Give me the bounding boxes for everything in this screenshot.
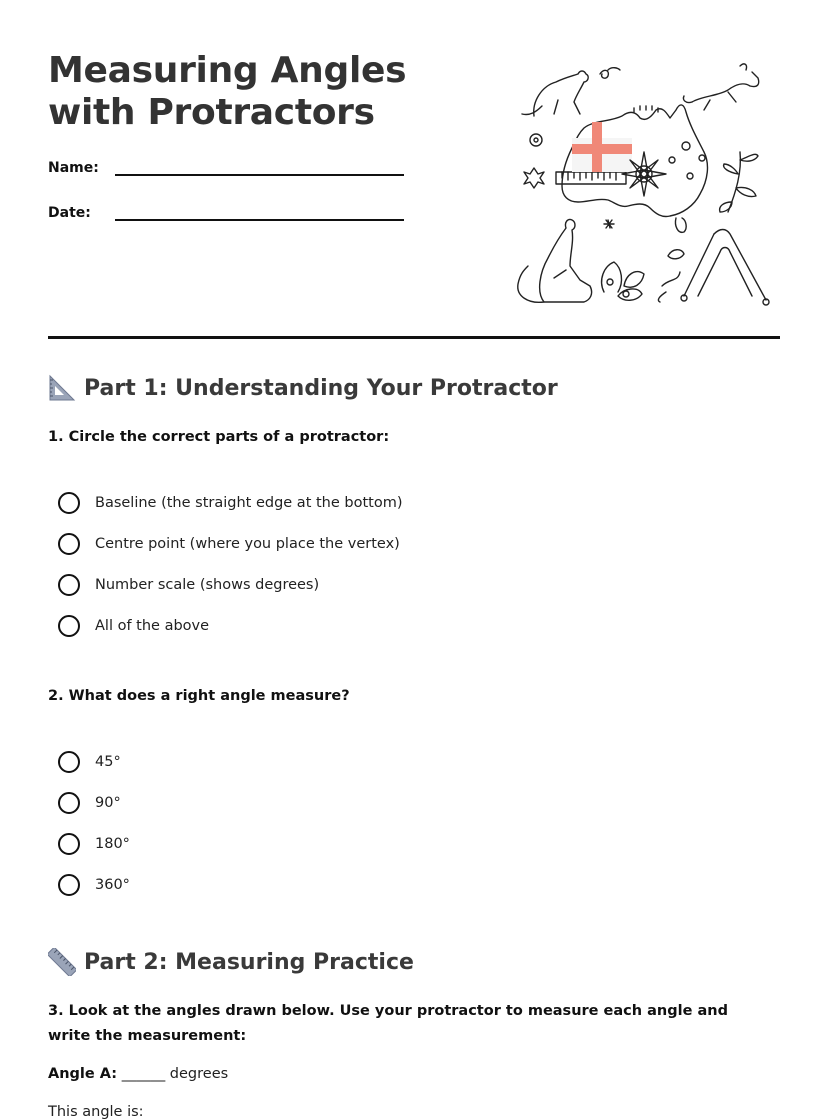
worksheet-page: [48, 0, 780, 1118]
radio-circle[interactable]: [58, 874, 80, 896]
radio-circle[interactable]: [58, 533, 80, 555]
drawing-compass-icon: [681, 230, 769, 306]
question-3: 3. Look at the angles drawn below. Use your protractor to measure each angle and write the measurement:: [48, 1003, 728, 1044]
question-2: 2. What does a right angle measure?: [48, 688, 350, 704]
q2-option-1-text: 45°: [95, 754, 121, 770]
name-line[interactable]: [115, 174, 404, 176]
q1-option-3-text: Number scale (shows degrees): [95, 577, 320, 593]
header-divider: [48, 336, 780, 339]
q2-option-4[interactable]: [58, 872, 130, 898]
q2-option-1[interactable]: [58, 749, 121, 775]
q1-option-4[interactable]: [58, 613, 209, 639]
radio-circle[interactable]: [58, 574, 80, 596]
q2-option-4-text: 360°: [95, 877, 130, 893]
part1-heading: [48, 370, 558, 406]
radio-circle[interactable]: [58, 792, 80, 814]
q2-option-3[interactable]: [58, 831, 130, 857]
radio-circle[interactable]: [58, 492, 80, 514]
angle-a-label: Angle A:: [48, 1066, 118, 1082]
ruler-on-map-icon: [556, 172, 626, 184]
q2-option-2-text: 90°: [95, 795, 121, 811]
australia-protractor-illustration: [514, 56, 784, 312]
name-label: Name:: [48, 160, 99, 176]
date-field: [48, 205, 408, 235]
part2-title: Part 2: Measuring Practice: [84, 949, 414, 975]
radio-circle[interactable]: [58, 833, 80, 855]
radio-circle[interactable]: [58, 751, 80, 773]
question-1: 1. Circle the correct parts of a protractor:: [48, 429, 390, 445]
radio-circle[interactable]: [58, 615, 80, 637]
part2-heading: [48, 944, 414, 980]
page-title: Measuring Angles with Protractors: [48, 50, 407, 133]
angle-a-blank[interactable]: ______: [121, 1066, 166, 1082]
kangaroo-top-right-icon: [683, 64, 758, 110]
flag-icon: [572, 122, 632, 172]
q2-option-2[interactable]: [58, 790, 121, 816]
name-field: [48, 160, 408, 190]
swirl-icon: [600, 68, 620, 78]
q2-option-3-text: 180°: [95, 836, 130, 852]
part1-title: Part 1: Understanding Your Protractor: [84, 375, 558, 401]
q1-option-4-text: All of the above: [95, 618, 210, 634]
kangaroo-top-left-icon: [522, 71, 588, 116]
kangaroo-bottom-left-icon: [518, 219, 592, 302]
date-label: Date:: [48, 205, 91, 221]
gum-leaves-icon: [720, 152, 758, 212]
q1-option-1[interactable]: [58, 490, 403, 516]
date-line[interactable]: [115, 219, 404, 221]
angle-a-answer: [48, 1066, 228, 1082]
angle-a-unit: degrees: [169, 1066, 229, 1082]
wattle-flowers-icon: [602, 250, 684, 302]
q1-option-2-text: Centre point (where you place the vertex): [95, 536, 400, 552]
set-square-icon: [48, 374, 76, 402]
ruler-icon: [48, 948, 76, 976]
q1-option-2[interactable]: [58, 531, 400, 557]
angle-a-type-prompt: This angle is:: [48, 1104, 144, 1120]
q1-option-3[interactable]: [58, 572, 319, 598]
q1-option-1-text: Baseline (the straight edge at the bottom): [95, 495, 403, 511]
